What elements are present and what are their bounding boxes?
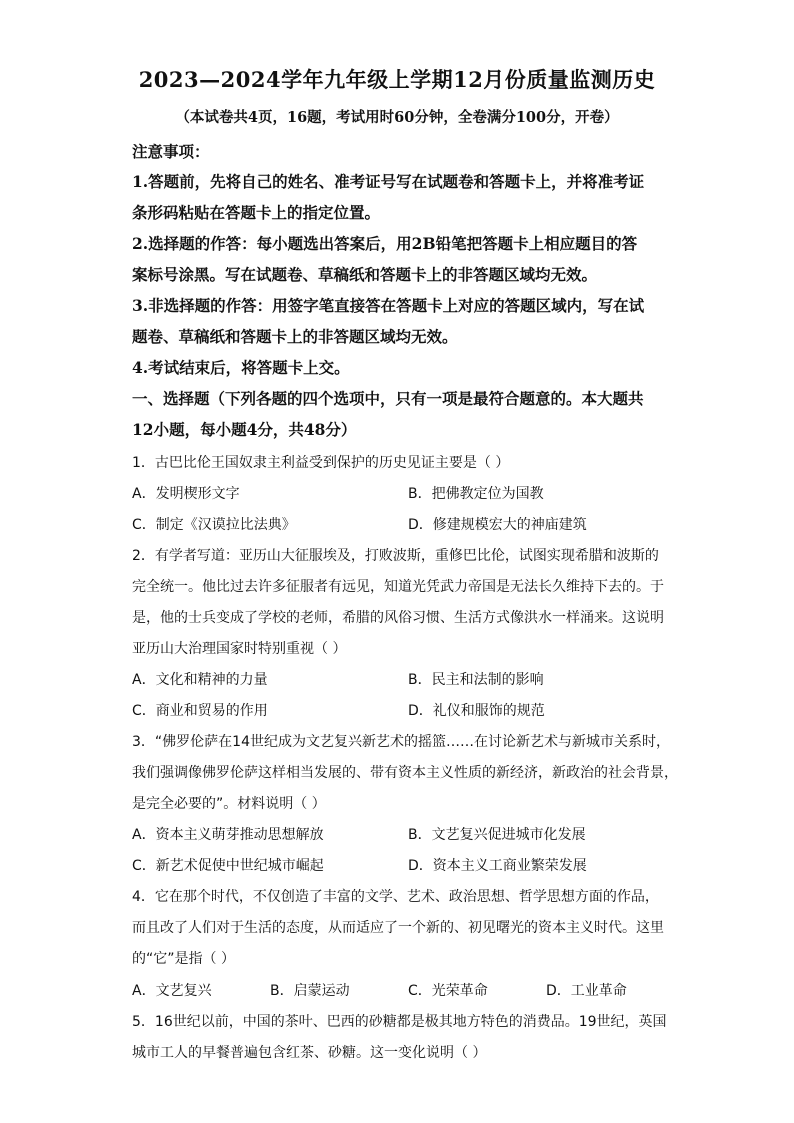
question-2-option-a: A．文化和精神的力量: [132, 672, 268, 688]
notice-line: 2.选择题的作答：每小题选出答案后，用2B铅笔把答题卡上相应题目的答: [132, 234, 638, 253]
question-3-stem: 是完全必要的”。材料说明（ ）: [132, 796, 326, 812]
question-1-option-a: A．发明楔形文字: [132, 486, 240, 502]
question-4-stem: 的“它”是指（ ）: [132, 951, 235, 967]
question-3-stem: 我们强调像佛罗伦萨这样相当发展的、带有资本主义性质的新经济，新政治的社会背景，: [132, 765, 678, 781]
question-2-option-d: D．礼仪和服饰的规范: [408, 703, 545, 719]
exam-subtitle: （本试卷共4页，16题，考试用时60分钟，全卷满分100分，开卷）: [175, 109, 619, 126]
question-4-option-d: D．工业革命: [546, 983, 627, 999]
question-4-stem: 而且改了人们对于生活的态度，从而适应了一个新的、初见曙光的资本主义时代。这里: [132, 920, 664, 936]
question-1-option-b: B．把佛教定位为国教: [408, 486, 544, 502]
question-4-stem: 4．它在那个时代，不仅创造了丰富的文学、艺术、政治思想、哲学思想方面的作品，: [132, 889, 659, 905]
question-1-stem: 1．古巴比伦王国奴隶主利益受到保护的历史见证主要是（ ）: [132, 455, 510, 471]
question-1-option-c: C．制定《汉谟拉比法典》: [132, 517, 296, 533]
notice-line: 案标号涂黑。写在试题卷、草稿纸和答题卡上的非答题区域均无效。: [132, 265, 598, 284]
question-2-stem: 完全统一。他比过去许多征服者有远见，知道光凭武力帝国是无法长久维持下去的。于: [132, 579, 664, 595]
notice-heading: 注意事项：: [132, 142, 210, 161]
exam-title: 2023—2024学年九年级上学期12月份质量监测历史: [138, 67, 656, 92]
question-3-option-d: D．资本主义工商业繁荣发展: [408, 858, 587, 874]
question-3-option-a: A．资本主义萌芽推动思想解放: [132, 827, 324, 843]
notice-line: 4.考试结束后，将答题卡上交。: [132, 358, 350, 377]
question-2-stem: 2．有学者写道：亚历山大征服埃及，打败波斯，重修巴比伦，试图实现希腊和波斯的: [132, 548, 659, 564]
question-2-stem: 亚历山大治理国家时特别重视（ ）: [132, 641, 347, 657]
question-4-option-a: A．文艺复兴: [132, 983, 212, 999]
question-2-option-b: B．民主和法制的影响: [408, 672, 544, 688]
question-5-stem: 城市工人的早餐普遍包含红茶、砂糖。这一变化说明（ ）: [132, 1045, 487, 1061]
question-3-option-b: B．文艺复兴促进城市化发展: [408, 827, 586, 843]
question-3-stem: 3．“佛罗伦萨在14世纪成为文艺复兴新艺术的摇篮……在讨论新艺术与新城市关系时，: [132, 734, 670, 750]
notice-line: 条形码粘贴在答题卡上的指定位置。: [132, 203, 381, 222]
question-1-option-d: D．修建规模宏大的神庙建筑: [408, 517, 587, 533]
question-5-stem: 5．16世纪以前，中国的茶叶、巴西的砂糖都是极其地方特色的消费品。19世纪，英国: [132, 1014, 667, 1030]
notice-line: 1.答题前，先将自己的姓名、准考证号写在试题卷和答题卡上，并将准考证: [132, 172, 645, 191]
question-3-option-c: C．新艺术促使中世纪城市崛起: [132, 858, 324, 874]
notice-line: 3.非选择题的作答：用签字笔直接答在答题卡上对应的答题区域内，写在试: [132, 296, 645, 315]
question-2-stem: 是，他的士兵变成了学校的老师，希腊的风俗习惯、生活方式像洪水一样涌来。这说明: [132, 610, 664, 626]
section-heading: 12小题，每小题4分，共48分）: [132, 420, 357, 439]
question-4-option-c: C．光荣革命: [408, 983, 488, 999]
notice-line: 题卷、草稿纸和答题卡上的非答题区域均无效。: [132, 327, 458, 346]
question-4-option-b: B．启蒙运动: [270, 983, 350, 999]
question-2-option-c: C．商业和贸易的作用: [132, 703, 268, 719]
section-heading: 一、选择题（下列各题的四个选项中，只有一项是最符合题意的。本大题共: [132, 389, 644, 408]
